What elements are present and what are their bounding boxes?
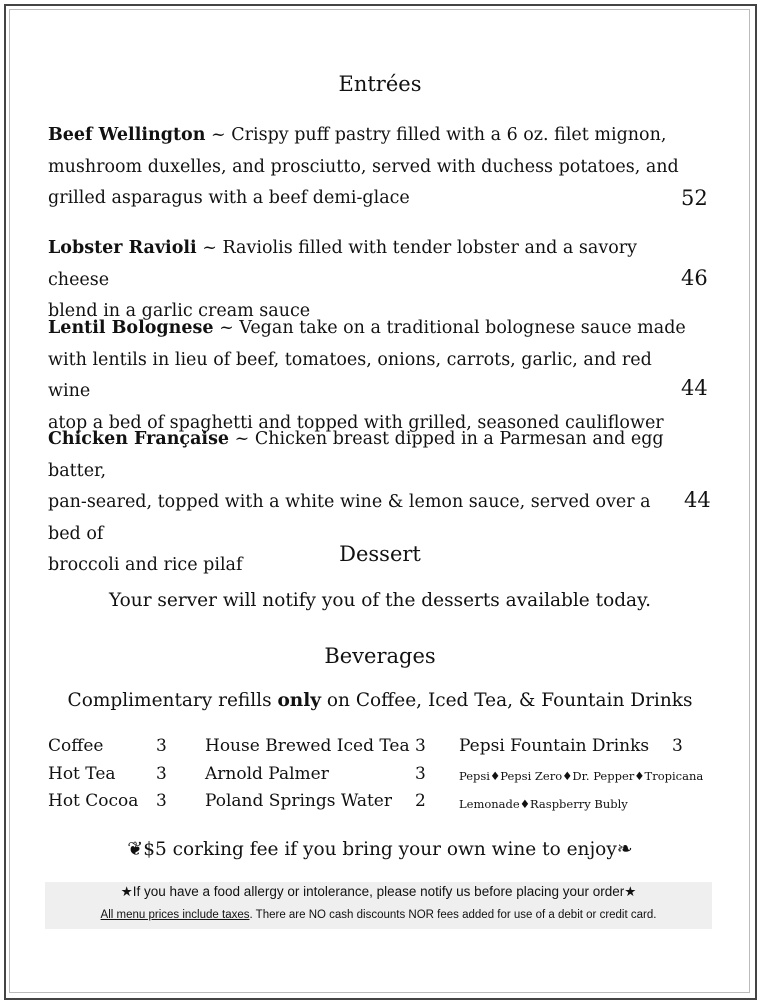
beverage-name: Arnold Palmer xyxy=(205,764,329,784)
beverage-price: 2 xyxy=(415,791,426,811)
entree-price: 52 xyxy=(681,186,708,210)
refill-note xyxy=(0,690,760,711)
entree-desc: grilled asparagus with a beef demi-glace xyxy=(48,188,410,208)
entree-desc: Chicken breast dipped in a Parmesan and egg batter, xyxy=(48,429,664,481)
fountain-options: Pepsi♦Pepsi Zero♦Dr. Pepper♦Tropicana xyxy=(459,769,704,783)
entree-desc: broccoli and rice pilaf xyxy=(48,555,243,575)
entree-price: 44 xyxy=(684,488,711,512)
beverage-name: Coffee xyxy=(48,736,104,756)
beverage-price: 3 xyxy=(415,736,426,756)
entree-desc: pan-seared, topped with a white wine & lemon sauce, served over a bed of xyxy=(48,492,651,544)
entree-name: Beef Wellington xyxy=(48,125,206,145)
entrees-heading: Entrées xyxy=(338,72,422,96)
notice-box xyxy=(45,882,712,929)
beverage-name: Hot Tea xyxy=(48,764,116,784)
tax-notice-underlined: All menu prices include taxes xyxy=(100,909,250,921)
refill-note-post: on Coffee, Iced Tea, & Fountain Drinks xyxy=(321,690,693,711)
entree-name: Chicken Française xyxy=(48,429,230,449)
fountain-options: Lemonade♦Raspberry Bubly xyxy=(459,797,628,811)
entree-desc: atop a bed of spaghetti and topped with grilled, seasoned cauliflower xyxy=(48,412,664,433)
tax-notice-rest: . There are NO cash discounts NOR fees added for use of a debit or credit card. xyxy=(249,909,657,921)
fountain-price: 3 xyxy=(672,736,683,756)
allergy-notice: ★If you have a food allergy or intolerance, please notify us before placing your order★ xyxy=(120,884,637,899)
entree-name: Lentil Bolognese xyxy=(48,318,214,338)
beverage-price: 3 xyxy=(156,791,167,811)
entree-sep: ~ xyxy=(213,318,240,338)
entree-price: 44 xyxy=(681,376,708,400)
entree-name: Lobster Ravioli xyxy=(48,238,197,258)
beverage-price: 3 xyxy=(156,764,167,784)
entree-desc: with lentils in lieu of beef, tomatoes, onions, carrots, garlic, and red wine xyxy=(48,349,652,401)
fountain-name: Pepsi Fountain Drinks xyxy=(459,736,650,756)
corking-fee xyxy=(0,838,760,860)
entree-desc: mushroom duxelles, and prosciutto, served with duchess potatoes, and xyxy=(48,156,679,177)
entree-desc: Vegan take on a traditional bolognese sauce made xyxy=(239,318,686,338)
refill-note-pre: Complimentary refills xyxy=(67,690,278,711)
entree-sep: ~ xyxy=(196,238,223,258)
tax-notice xyxy=(45,909,712,921)
entree-desc: blend in a garlic cream sauce xyxy=(48,301,311,321)
dessert-note: Your server will notify you of the desserts available today. xyxy=(109,590,651,611)
beverage-name: Poland Springs Water xyxy=(205,791,392,811)
beverage-name: Hot Cocoa xyxy=(48,791,139,811)
fleuron-right-icon: ❧ xyxy=(616,838,633,860)
fleuron-left-icon: ❦ xyxy=(127,838,144,860)
beverage-price: 3 xyxy=(156,736,167,756)
refill-note-bold: only xyxy=(277,690,322,711)
dessert-heading: Dessert xyxy=(339,542,421,566)
corking-fee-text: $5 corking fee if you bring your own wine to enjoy xyxy=(143,839,617,860)
entree-desc: Raviolis filled with tender lobster and a savory cheese xyxy=(48,238,637,290)
entree-beef-wellington xyxy=(48,120,688,215)
entree-price: 46 xyxy=(681,266,708,290)
beverages-heading: Beverages xyxy=(324,644,436,668)
entree-lentil-bolognese xyxy=(48,313,688,439)
beverage-name: House Brewed Iced Tea xyxy=(205,736,410,756)
entree-desc: Crispy puff pastry filled with a 6 oz. filet mignon, xyxy=(231,125,667,145)
beverage-price: 3 xyxy=(415,764,426,784)
entree-sep: ~ xyxy=(229,429,255,449)
entree-sep: ~ xyxy=(205,125,232,145)
